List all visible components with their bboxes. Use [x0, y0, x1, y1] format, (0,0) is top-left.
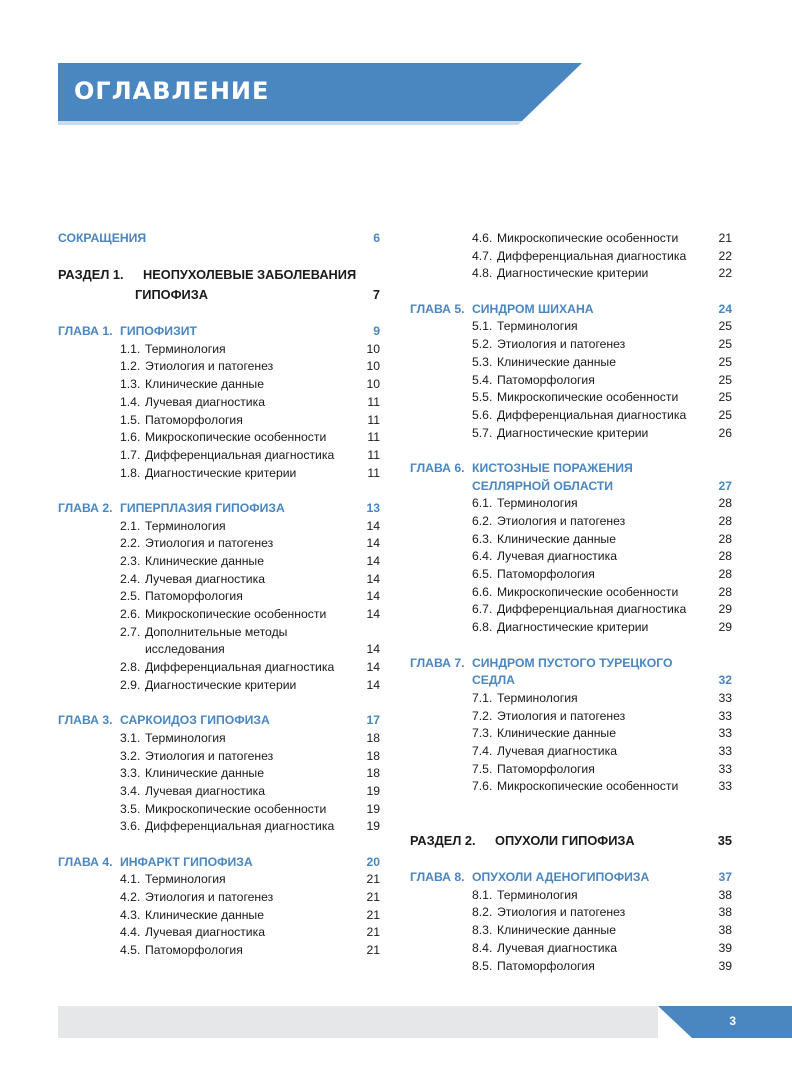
item-number: 8.3. [472, 923, 493, 938]
item-number: 2.4. [120, 571, 141, 586]
toc-item-row [58, 447, 380, 465]
item-title: Терминология [145, 872, 226, 887]
page-ref: 11 [367, 412, 380, 427]
toc-part-row [58, 285, 380, 305]
toc-item-row [58, 518, 380, 536]
toc-item-row [410, 743, 732, 761]
toc-item-row [410, 372, 732, 390]
item-title: Лучевая диагностика [497, 549, 617, 564]
spacer [58, 305, 380, 323]
chapter-label: ГЛАВА 6. [410, 460, 465, 475]
toc-item-row [410, 495, 732, 513]
item-title: Патоморфология [145, 589, 243, 604]
page-ref: 21 [366, 943, 380, 958]
page-ref: 22 [718, 248, 732, 263]
chapter-title: ГИПОФИЗИТ [120, 324, 197, 339]
item-title: Микроскопические особенности [497, 231, 679, 245]
page-ref: 13 [366, 500, 380, 515]
page-ref: 33 [718, 779, 732, 794]
spacer [410, 851, 732, 869]
item-number: 1.2. [120, 359, 141, 374]
spacer [410, 442, 732, 460]
page-number: 3 [729, 1014, 736, 1028]
toc-item-row [58, 535, 380, 553]
item-title: Дифференциальная диагностика [497, 407, 687, 422]
item-title: Дифференциальная диагностика [145, 447, 335, 462]
item-title: Терминология [497, 887, 578, 902]
item-number: 1.8. [120, 465, 141, 480]
item-title: Патоморфология [497, 372, 595, 387]
spacer [58, 482, 380, 500]
page-ref: 14 [366, 677, 380, 692]
page-ref: 14 [366, 607, 380, 622]
item-title: Патоморфология [497, 958, 595, 973]
toc-item-row [410, 336, 732, 354]
page-ref: 38 [718, 905, 732, 920]
item-number: 2.2. [120, 536, 141, 551]
toc-item-row [410, 248, 732, 266]
item-title: Микроскопические особенности [497, 779, 679, 794]
page-ref: 29 [718, 602, 732, 617]
toc-item-row [58, 588, 380, 606]
item-title: Клинические данные [497, 531, 616, 546]
page-ref: 39 [718, 940, 732, 955]
item-number: 2.9. [120, 677, 141, 692]
item-number: 4.8. [472, 266, 493, 281]
header-banner [58, 63, 582, 123]
chapter-title: СЕДЛА [472, 673, 515, 688]
toc-item-row [410, 389, 732, 407]
item-number: 4.2. [120, 890, 141, 905]
item-number: 3.6. [120, 819, 141, 834]
page-ref: 19 [366, 801, 380, 816]
toc-item-row [410, 425, 732, 443]
item-title: Терминология [145, 341, 226, 356]
item-title: Микроскопические особенности [145, 607, 327, 622]
item-number: 3.4. [120, 783, 141, 798]
toc-item-row [410, 354, 732, 372]
toc-item-row [58, 924, 380, 942]
item-number: 8.2. [472, 905, 493, 920]
item-number: 7.3. [472, 726, 493, 741]
item-title: исследования [145, 642, 225, 657]
item-title: Этиология и патогенез [497, 514, 626, 528]
toc-chapter-row [58, 323, 380, 341]
page-ref: 10 [366, 341, 380, 356]
toc-item-row [410, 548, 732, 566]
page-ref: 33 [718, 708, 732, 723]
item-number: 4.6. [472, 231, 493, 245]
item-number: 4.5. [120, 943, 141, 958]
toc-chapter-row [410, 478, 732, 496]
item-title: Лучевая диагностика [497, 743, 617, 758]
item-title: Терминология [497, 319, 578, 334]
item-title: Патоморфология [145, 412, 243, 427]
item-title: Терминология [145, 518, 226, 533]
toc-item-row [410, 778, 732, 796]
toc-chapter-row [58, 230, 380, 248]
item-title: Патоморфология [145, 943, 243, 958]
page-ref: 14 [366, 660, 380, 675]
item-title: Клинические данные [145, 907, 264, 922]
item-number: 8.1. [472, 887, 493, 902]
toc-item-row [58, 907, 380, 925]
item-number: 5.6. [472, 407, 493, 422]
page-ref: 33 [718, 743, 732, 758]
toc-item-row [410, 318, 732, 336]
item-number: 4.3. [120, 907, 141, 922]
chapter-title: ИНФАРКТ ГИПОФИЗА [120, 854, 253, 869]
item-title: Микроскопические особенности [497, 584, 679, 599]
page-ref: 10 [366, 377, 380, 392]
spacer [410, 637, 732, 655]
page-ref: 28 [718, 496, 732, 511]
item-title: Лучевая диагностика [145, 925, 265, 940]
page-ref: 25 [718, 390, 732, 405]
item-number: 6.4. [472, 549, 493, 564]
item-title: Диагностические критерии [145, 465, 297, 480]
page-ref: 11 [367, 465, 380, 480]
spacer [410, 796, 732, 814]
part-label: РАЗДЕЛ 1. [58, 267, 124, 283]
item-title: Клинические данные [145, 554, 264, 568]
toc-item-row [410, 584, 732, 602]
page-ref: 11 [367, 447, 380, 462]
toc-item-row [58, 748, 380, 766]
part-label: РАЗДЕЛ 2. [410, 833, 476, 849]
item-number: 2.6. [120, 607, 141, 622]
item-number: 6.6. [472, 584, 493, 599]
page-ref: 18 [366, 748, 380, 763]
toc-item-row [58, 341, 380, 359]
item-title: Микроскопические особенности [145, 430, 327, 445]
toc-item-row [410, 265, 732, 283]
toc-item-row [58, 571, 380, 589]
toc-item-row [58, 394, 380, 412]
toc-item-row [410, 708, 732, 726]
toc-item-row [58, 659, 380, 677]
toc-item-row [58, 358, 380, 376]
page-ref: 18 [366, 766, 380, 781]
toc-part-row [410, 831, 732, 851]
chapter-title: ОПУХОЛИ АДЕНОГИПОФИЗА [472, 870, 650, 885]
item-title: Этиология и патогенез [145, 890, 274, 905]
toc-column-right [410, 230, 732, 975]
page-ref: 10 [366, 359, 380, 374]
item-title: Микроскопические особенности [497, 390, 679, 405]
page-ref: 17 [366, 713, 380, 728]
item-number: 2.1. [120, 518, 141, 533]
item-title: Лучевая диагностика [145, 783, 265, 798]
page-ref: 28 [718, 567, 732, 582]
item-title: Дополнительные методы [145, 624, 288, 639]
item-title: Дифференциальная диагностика [145, 660, 335, 675]
page-ref: 33 [718, 690, 732, 705]
toc-column-left [58, 230, 380, 960]
page-ref: 28 [718, 549, 732, 564]
item-number: 7.6. [472, 779, 493, 794]
chapter-label: ГЛАВА 4. [58, 854, 113, 869]
page-ref: 18 [366, 730, 380, 745]
spacer [58, 695, 380, 713]
chapter-label: ГЛАВА 8. [410, 870, 465, 885]
item-number: 5.7. [472, 425, 493, 440]
page-ref: 19 [366, 783, 380, 798]
part-title: ГИПОФИЗА [135, 287, 208, 303]
chapter-title: КИСТОЗНЫЕ ПОРАЖЕНИЯ [472, 460, 633, 475]
item-number: 2.3. [120, 554, 141, 568]
item-number: 6.2. [472, 514, 493, 528]
toc-chapter-row [58, 854, 380, 872]
item-number: 8.5. [472, 958, 493, 973]
item-number: 6.3. [472, 531, 493, 546]
page-ref: 11 [367, 430, 380, 445]
page-title: ОГЛАВЛЕНИЕ [74, 77, 270, 105]
toc-item-row [58, 942, 380, 960]
toc-chapter-row [410, 672, 732, 690]
spacer [410, 814, 732, 832]
item-number: 5.2. [472, 337, 493, 352]
page-ref: 21 [366, 907, 380, 922]
item-title: Терминология [497, 690, 578, 705]
item-number: 5.4. [472, 372, 493, 387]
item-title: Лучевая диагностика [145, 571, 265, 586]
toc-item-row [58, 412, 380, 430]
toc-item-row [58, 889, 380, 907]
page-ref: 33 [718, 726, 732, 741]
page-ref: 35 [717, 833, 732, 849]
item-title: Этиология и патогенез [497, 337, 626, 352]
toc-item-row [58, 606, 380, 624]
item-number: 5.1. [472, 319, 493, 334]
spacer [58, 248, 380, 266]
toc-item-row [410, 619, 732, 637]
item-title: Диагностические критерии [497, 425, 649, 440]
page-ref: 25 [718, 354, 732, 369]
item-number: 7.5. [472, 761, 493, 776]
item-title: Диагностические критерии [145, 677, 297, 692]
item-number: 1.4. [120, 394, 141, 409]
item-number: 1.6. [120, 430, 141, 445]
page-ref: 6 [373, 231, 380, 245]
page-ref: 27 [718, 478, 732, 493]
page-ref: 28 [718, 584, 732, 599]
toc-item-row [58, 765, 380, 783]
page-ref: 21 [366, 925, 380, 940]
item-title: Диагностические критерии [497, 620, 649, 635]
page-ref: 25 [718, 319, 732, 334]
toc-item-row [58, 677, 380, 695]
item-title: Лучевая диагностика [497, 940, 617, 955]
item-title: Этиология и патогенез [497, 905, 626, 920]
chapter-title: ГИПЕРПЛАЗИЯ ГИПОФИЗА [120, 500, 285, 515]
item-title: Клинические данные [497, 726, 616, 741]
item-title: Клинические данные [497, 354, 616, 369]
toc-chapter-row [410, 460, 732, 478]
toc-chapter-row [58, 712, 380, 730]
footer-bar [58, 1006, 792, 1038]
item-number: 5.5. [472, 390, 493, 405]
page-ref: 14 [366, 536, 380, 551]
page-ref: 22 [718, 266, 732, 281]
toc-item-row [410, 922, 732, 940]
item-number: 4.1. [120, 872, 141, 887]
toc-item-row [410, 958, 732, 976]
toc-item-row [410, 407, 732, 425]
item-title: Дифференциальная диагностика [145, 819, 335, 834]
chapter-title: САРКОИДОЗ ГИПОФИЗА [120, 713, 270, 728]
item-number: 1.1. [120, 341, 141, 356]
item-title: Клинические данные [145, 766, 264, 781]
item-title: Патоморфология [497, 761, 595, 776]
toc-item-row [410, 566, 732, 584]
page-ref: 14 [366, 518, 380, 533]
item-number: 1.5. [120, 412, 141, 427]
item-title: Диагностические критерии [497, 266, 649, 281]
item-title: Этиология и патогенез [497, 708, 626, 723]
item-number: 8.4. [472, 940, 493, 955]
page-ref: 11 [367, 394, 380, 409]
page-ref: 38 [718, 887, 732, 902]
page-ref: 14 [366, 589, 380, 604]
toc-chapter-row [410, 655, 732, 673]
toc-item-row [58, 818, 380, 836]
page-ref: 24 [718, 301, 732, 316]
page-ref: 19 [366, 819, 380, 834]
toc-item-row [58, 783, 380, 801]
toc-item-row [58, 465, 380, 483]
page-ref: 14 [366, 642, 380, 657]
item-number: 3.3. [120, 766, 141, 781]
page-ref: 9 [373, 324, 380, 339]
item-title: Дифференциальная диагностика [497, 602, 687, 617]
toc-item-row [410, 513, 732, 531]
item-number: 6.8. [472, 620, 493, 635]
item-number: 1.7. [120, 447, 141, 462]
toc-item-row [410, 940, 732, 958]
chapter-label: ГЛАВА 5. [410, 301, 465, 316]
item-title: Этиология и патогенез [145, 748, 274, 763]
page-ref: 20 [366, 854, 380, 869]
toc-chapter-row [410, 869, 732, 887]
item-title: Этиология и патогенез [145, 359, 274, 374]
item-number: 6.5. [472, 567, 493, 582]
page-ref: 25 [718, 337, 732, 352]
item-number: 5.3. [472, 354, 493, 369]
toc-item-row [58, 730, 380, 748]
page-ref: 38 [718, 923, 732, 938]
item-title: Дифференциальная диагностика [497, 248, 687, 263]
toc-item-row [58, 376, 380, 394]
item-number: 6.1. [472, 496, 493, 511]
page-ref: 21 [718, 231, 732, 245]
part-title: НЕОПУХОЛЕВЫЕ ЗАБОЛЕВАНИЯ [143, 267, 357, 283]
toc-chapter-row [410, 301, 732, 319]
toc-item-row [410, 887, 732, 905]
page-ref: 37 [718, 870, 732, 885]
item-number: 3.2. [120, 748, 141, 763]
toc-item-row [410, 230, 732, 248]
chapter-label: ГЛАВА 7. [410, 655, 465, 670]
part-title: ОПУХОЛИ ГИПОФИЗА [495, 833, 635, 849]
toc-item-row [58, 871, 380, 889]
item-number: 4.4. [120, 925, 141, 940]
item-number: 3.5. [120, 801, 141, 816]
item-number: 2.7. [120, 624, 141, 639]
page-ref: 32 [718, 673, 732, 688]
toc-item-row [410, 761, 732, 779]
footer-shape [58, 1006, 792, 1038]
toc-item-row [410, 904, 732, 922]
spacer [58, 836, 380, 854]
item-title: Терминология [497, 496, 578, 511]
item-number: 3.1. [120, 730, 141, 745]
page-ref: 33 [718, 761, 732, 776]
toc-item-row [410, 690, 732, 708]
item-number: 1.3. [120, 377, 141, 392]
item-number: 7.2. [472, 708, 493, 723]
toc-item-row [58, 641, 380, 659]
page-ref: 14 [366, 571, 380, 586]
page-ref: 28 [718, 531, 732, 546]
page-ref: 21 [366, 890, 380, 905]
page-ref: 25 [718, 407, 732, 422]
toc-item-row [410, 725, 732, 743]
toc-item-row [410, 531, 732, 549]
chapter-title: СЕЛЛЯРНОЙ ОБЛАСТИ [472, 478, 614, 493]
toc-item-row [58, 624, 380, 642]
page-ref: 25 [718, 372, 732, 387]
item-number: 4.7. [472, 248, 493, 263]
chapter-title: СИНДРОМ ПУСТОГО ТУРЕЦКОГО [472, 655, 673, 670]
toc-chapter-row [58, 500, 380, 518]
page-ref: 39 [718, 958, 732, 973]
item-number: 2.5. [120, 589, 141, 604]
item-title: Клинические данные [145, 377, 264, 392]
item-title: Терминология [145, 730, 226, 745]
toc-item-row [58, 801, 380, 819]
item-title: Лучевая диагностика [145, 394, 265, 409]
chapter-title: СИНДРОМ ШИХАНА [472, 301, 594, 316]
toc-item-row [58, 553, 380, 571]
toc-item-row [410, 601, 732, 619]
item-number: 6.7. [472, 602, 493, 617]
page-ref: 7 [372, 287, 380, 303]
page-ref: 21 [366, 872, 380, 887]
item-title: Микроскопические особенности [145, 801, 327, 816]
page-ref: 28 [718, 514, 732, 528]
item-title: Этиология и патогенез [145, 536, 274, 551]
page-ref: 26 [718, 425, 732, 440]
page-ref: 14 [366, 554, 380, 568]
spacer [410, 283, 732, 301]
toc-part-row [58, 265, 380, 285]
item-title: Патоморфология [497, 567, 595, 582]
item-number: 7.1. [472, 690, 493, 705]
chapter-label: ГЛАВА 3. [58, 713, 113, 728]
chapter-label: ГЛАВА 2. [58, 500, 113, 515]
page-ref: 29 [718, 620, 732, 635]
item-number: 2.8. [120, 660, 141, 675]
chapter-title: СОКРАЩЕНИЯ [58, 231, 147, 245]
item-title: Клинические данные [497, 923, 616, 938]
item-number: 7.4. [472, 743, 493, 758]
chapter-label: ГЛАВА 1. [58, 324, 113, 339]
toc-item-row [58, 429, 380, 447]
